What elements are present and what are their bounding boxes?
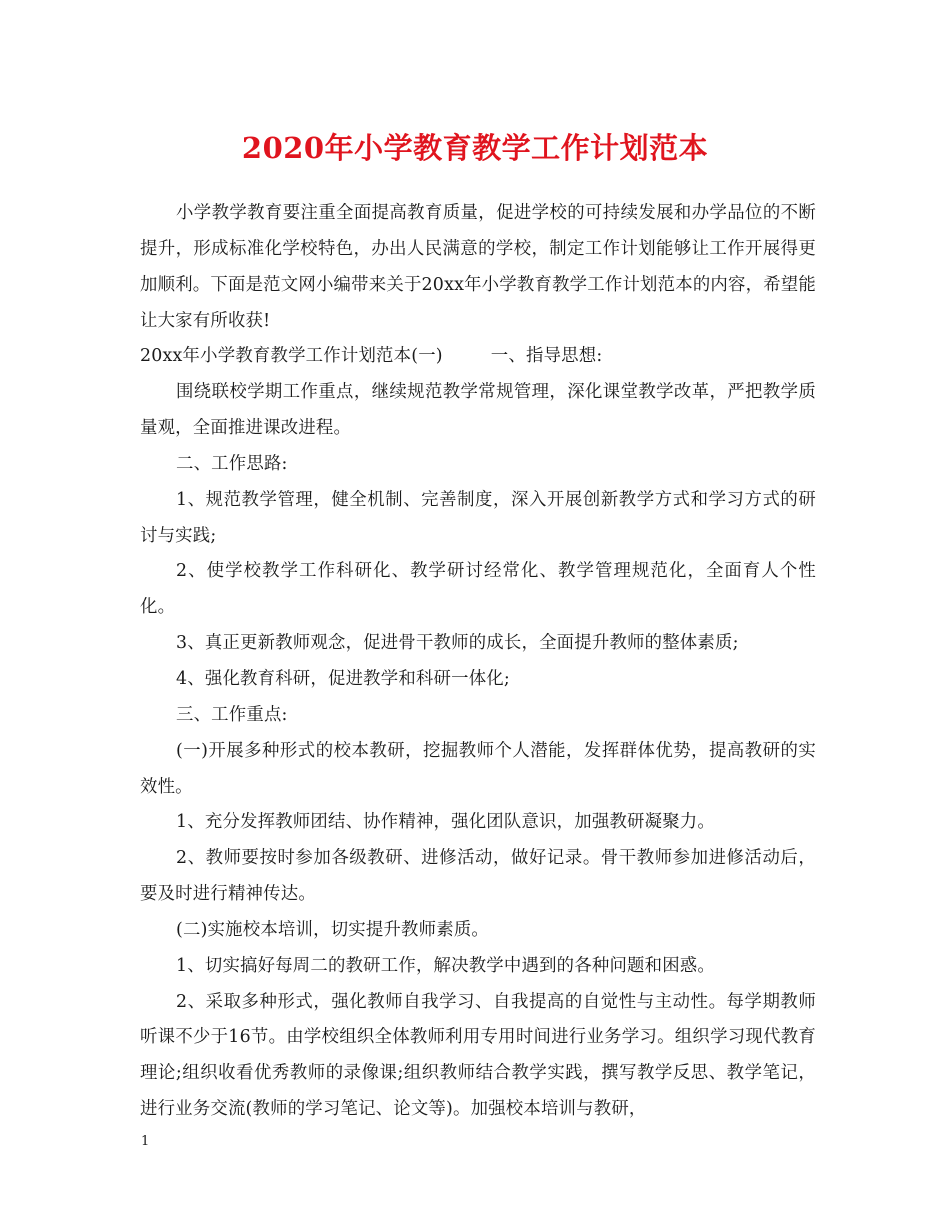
paragraph: 3、真正更新教师观念，促进骨干教师的成长，全面提升教师的整体素质; — [176, 633, 739, 654]
paragraph: 2、教师要按时参加各级教研、进修活动，做好记录。骨干教师参加进修活动后，要及时进行精神传达。 — [140, 848, 816, 905]
paragraph: 三、工作重点: — [176, 704, 288, 725]
page-number: 1 — [141, 1134, 150, 1149]
paragraph: 二、工作思路: — [176, 453, 288, 474]
intro-paragraph: 小学教学教育要注重全面提高教育质量，促进学校的可持续发展和办学品位的不断提升，形成标准化学校特色，办出人民满意的学校，制定工作计划能够让工作开展得更加顺利。下面是范文网小编带来关于20xx年小学教育教学工作计划范本的内容，希望能让大家有所收获! — [140, 203, 816, 331]
paragraph: (一)开展多种形式的校本教研，挖掘教师个人潜能，发挥群体优势，提高教研的实效性。 — [140, 740, 816, 797]
document-title: 2020年小学教育教学工作计划范本 — [241, 131, 709, 165]
paragraph: 2、使学校教学工作科研化、教学研讨经常化、教学管理规范化，全面育人个性化。 — [140, 561, 816, 618]
section-heading-line — [140, 339, 816, 375]
section-heading-subtitle: 一、指导思想: — [490, 346, 603, 367]
paragraph: 围绕联校学期工作重点，继续规范教学常规管理，深化课堂教学改革，严把教学质量观，全面推进课改进程。 — [140, 382, 816, 439]
paragraph: (二)实施校本培训，切实提升教师素质。 — [176, 919, 490, 940]
section-heading-title: 20xx年小学教育教学工作计划范本(一) — [140, 346, 443, 367]
paragraph: 1、充分发挥教师团结、协作精神，强化团队意识，加强教研凝聚力。 — [176, 812, 715, 833]
document-body — [140, 196, 816, 1128]
paragraph: 4、强化教育科研，促进教学和科研一体化; — [176, 668, 510, 689]
paragraph: 1、切实搞好每周二的教研工作，解决教学中遇到的各种问题和困惑。 — [176, 955, 715, 976]
paragraph: 2、采取多种形式，强化教师自我学习、自我提高的自觉性与主动性。每学期教师听课不少于16节。由学校组织全体教师利用专用时间进行业务学习。组织学习现代教育理论;组织收看优秀教师的录像课;组织教师结合教学实践，撰写教学反思、教学笔记，进行业务交流(教师的学习笔记、论文等)。加强校本培训与教研， — [140, 991, 816, 1120]
paragraph: 1、规范教学管理，健全机制、完善制度，深入开展创新教学方式和学习方式的研讨与实践; — [140, 489, 816, 546]
